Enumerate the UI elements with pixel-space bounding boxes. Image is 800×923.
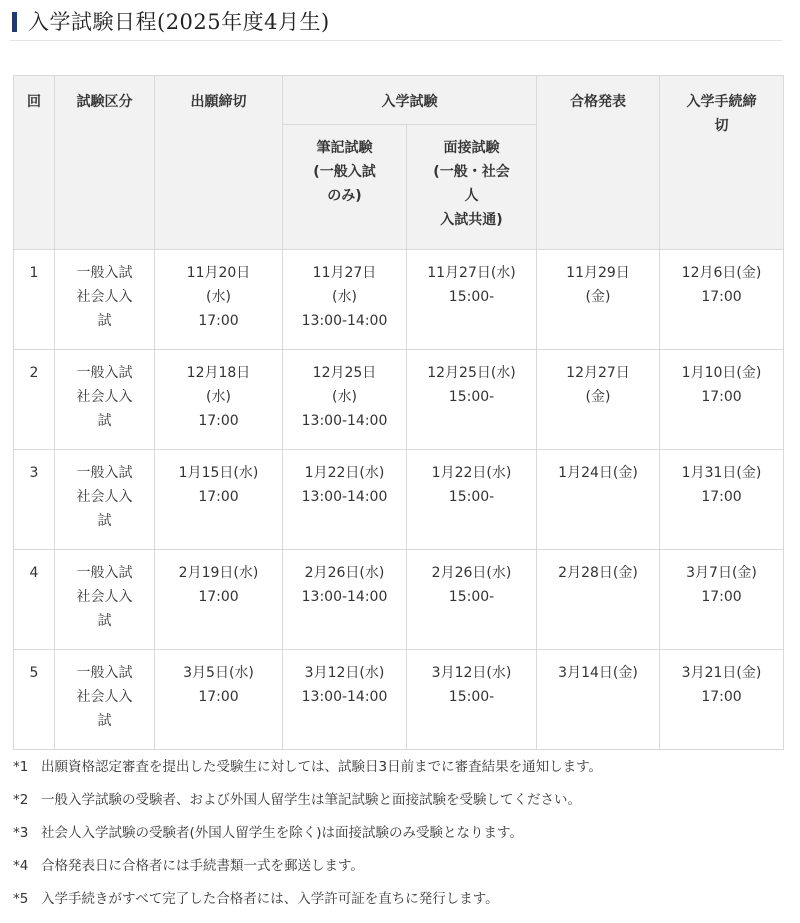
table-row xyxy=(14,550,784,650)
cell-category: 一般入試 社会人入 試 xyxy=(55,550,155,650)
cell-interview: 11月27日(水) 15:00- xyxy=(407,250,537,350)
cell-interview: 12月25日(水) 15:00- xyxy=(407,350,537,450)
footnote-number: *1 xyxy=(13,759,29,775)
table-row xyxy=(14,350,784,450)
cell-result: 11月29日 (金) xyxy=(537,250,660,350)
footnote-number: *4 xyxy=(13,858,29,874)
cell-procedure: 12月6日(金) 17:00 xyxy=(660,250,784,350)
cell-deadline: 1月15日(水) 17:00 xyxy=(155,450,283,550)
cell-procedure: 3月21日(金) 17:00 xyxy=(660,650,784,750)
footnote-number: *3 xyxy=(13,825,29,841)
cell-procedure: 1月31日(金) 17:00 xyxy=(660,450,784,550)
footnote-item xyxy=(13,757,788,790)
cell-deadline: 11月20日 (水) 17:00 xyxy=(155,250,283,350)
cell-category: 一般入試 社会人入 試 xyxy=(55,350,155,450)
header-exam: 入学試験 xyxy=(283,76,537,125)
title-accent-bar xyxy=(12,12,17,32)
footnote-text: 入学手続きがすべて完了した合格者には、入学許可証を直ちに発行します。 xyxy=(41,891,499,907)
footnote-text: 一般入学試験の受験者、および外国人留学生は筆記試験と面接試験を受験してください。 xyxy=(41,792,581,808)
cell-round: 5 xyxy=(14,650,55,750)
cell-round: 4 xyxy=(14,550,55,650)
cell-written: 12月25日 (水) 13:00-14:00 xyxy=(283,350,407,450)
cell-procedure: 3月7日(金) 17:00 xyxy=(660,550,784,650)
footnote-item xyxy=(13,823,788,856)
footnote-text: 合格発表日に合格者には手続書類一式を郵送します。 xyxy=(41,858,364,874)
header-category: 試験区分 xyxy=(55,76,155,250)
page-title: 入学試験日程(2025年度4月生) xyxy=(28,10,330,34)
cell-written: 3月12日(水) 13:00-14:00 xyxy=(283,650,407,750)
header-procedure: 入学手続締 切 xyxy=(660,76,784,250)
table-row xyxy=(14,650,784,750)
cell-deadline: 3月5日(水) 17:00 xyxy=(155,650,283,750)
header-interview: 面接試験 (一般・社会 人 入試共通) xyxy=(407,125,537,250)
cell-category: 一般入試 社会人入 試 xyxy=(55,450,155,550)
table-row xyxy=(14,250,784,350)
footnote-text: 社会人入学試験の受験者(外国人留学生を除く)は面接試験のみ受験となります。 xyxy=(41,825,523,841)
header-deadline: 出願締切 xyxy=(155,76,283,250)
cell-category: 一般入試 社会人入 試 xyxy=(55,250,155,350)
footnotes xyxy=(13,757,788,922)
cell-result: 3月14日(金) xyxy=(537,650,660,750)
footnote-number: *2 xyxy=(13,792,29,808)
cell-interview: 2月26日(水) 15:00- xyxy=(407,550,537,650)
cell-interview: 1月22日(水) 15:00- xyxy=(407,450,537,550)
table-header-row xyxy=(14,76,784,125)
cell-procedure: 1月10日(金) 17:00 xyxy=(660,350,784,450)
footnote-item xyxy=(13,856,788,889)
cell-round: 2 xyxy=(14,350,55,450)
cell-category: 一般入試 社会人入 試 xyxy=(55,650,155,750)
page-title-bar xyxy=(10,0,782,41)
cell-written: 1月22日(水) 13:00-14:00 xyxy=(283,450,407,550)
table-row xyxy=(14,450,784,550)
exam-schedule-table xyxy=(13,75,784,750)
cell-written: 11月27日 (水) 13:00-14:00 xyxy=(283,250,407,350)
cell-result: 2月28日(金) xyxy=(537,550,660,650)
cell-round: 1 xyxy=(14,250,55,350)
header-result: 合格発表 xyxy=(537,76,660,250)
cell-written: 2月26日(水) 13:00-14:00 xyxy=(283,550,407,650)
header-round: 回 xyxy=(14,76,55,250)
cell-result: 1月24日(金) xyxy=(537,450,660,550)
cell-deadline: 2月19日(水) 17:00 xyxy=(155,550,283,650)
cell-result: 12月27日 (金) xyxy=(537,350,660,450)
cell-deadline: 12月18日 (水) 17:00 xyxy=(155,350,283,450)
cell-round: 3 xyxy=(14,450,55,550)
footnote-item xyxy=(13,889,788,922)
cell-interview: 3月12日(水) 15:00- xyxy=(407,650,537,750)
footnote-text: 出願資格認定審査を提出した受験生に対しては、試験日3日前までに審査結果を通知します。 xyxy=(41,759,603,775)
header-written: 筆記試験 (一般入試 のみ) xyxy=(283,125,407,250)
footnote-item xyxy=(13,790,788,823)
footnote-number: *5 xyxy=(13,891,29,907)
